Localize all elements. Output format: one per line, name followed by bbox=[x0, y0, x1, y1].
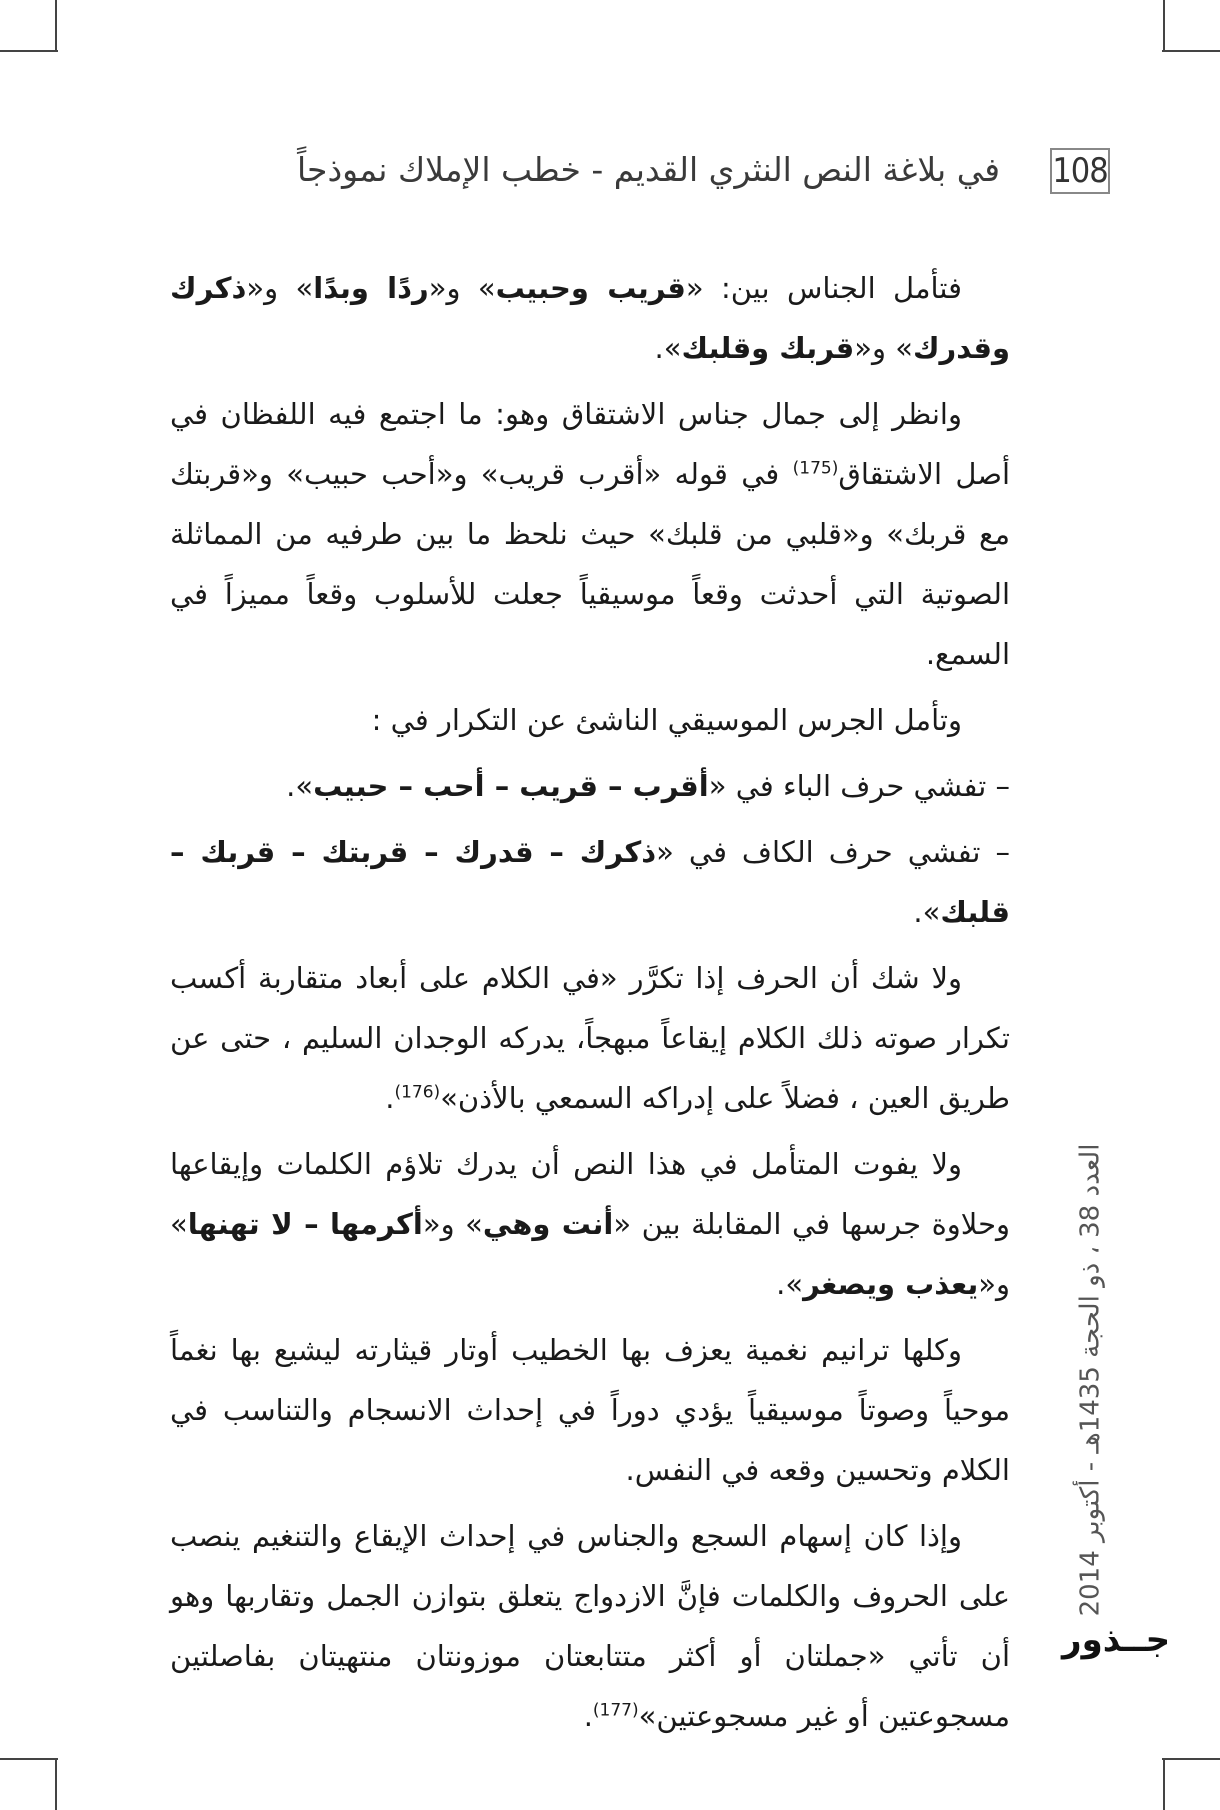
paragraph: فتأمل الجناس بين: «قريب وحبيب» و«ردًا وبدًا» و«ذكرك وقدرك» و«قربك وقلبك». bbox=[170, 271, 1010, 365]
crop-mark bbox=[0, 50, 58, 52]
crop-mark bbox=[0, 1758, 58, 1760]
footnote-ref[interactable]: (177) bbox=[592, 1700, 639, 1721]
crop-mark bbox=[1162, 1758, 1220, 1760]
list-item: – تفشي حرف الكاف في «ذكرك – قدرك – قربتك – قربك – قلبك». bbox=[170, 835, 1010, 929]
crop-mark bbox=[1163, 1758, 1165, 1810]
paragraph: وكلها ترانيم نغمية يعزف بها الخطيب أوتار قيثارته ليشيع بها نغماً موحياً وصوتاً موسيقياً يؤدي دوراً في إحداث الانسجام والتناسب في الكلام وتحسين وقعه في النفس. bbox=[170, 1333, 1010, 1487]
running-title: في بلاغة النص النثري القديم - خطب الإملاك نموذجاً bbox=[297, 150, 1000, 189]
journal-logo: جــذور bbox=[1062, 1620, 1171, 1660]
crop-mark bbox=[55, 1758, 57, 1810]
list-item: – تفشي حرف الباء في «أقرب – قريب – أحب – حبيب». bbox=[286, 769, 1010, 803]
crop-mark bbox=[55, 0, 57, 52]
crop-mark bbox=[1163, 0, 1165, 52]
paragraph: وتأمل الجرس الموسيقي الناشئ عن التكرار في : bbox=[371, 703, 962, 737]
page-number: 108 bbox=[1050, 148, 1110, 194]
crop-mark bbox=[1162, 50, 1220, 52]
footnote-ref[interactable]: (175) bbox=[792, 458, 839, 479]
paragraph: ولا يفوت المتأمل في هذا النص أن يدرك تلاؤم الكلمات وإيقاعها وحلاوة جرسها في المقابلة بين «أنت وهي» و«أكرمها – لا تهنها» و«يعذب ويصغر». bbox=[170, 1147, 1010, 1301]
issue-label bbox=[1068, 1143, 1112, 1617]
article-body bbox=[170, 258, 1010, 1752]
issue-label-text: العدد 38 ، ذو الحجة 1435هـ - أكتوبر 2014 bbox=[1075, 1143, 1105, 1617]
paragraph: وإذا كان إسهام السجع والجناس في إحداث الإيقاع والتنغيم ينصب على الحروف والكلمات فإنَّ الازدواج يتعلق بتوازن الجمل وتقاربها وهو أن تأتي «جملتان أو أكثر متتابعتان موزونتان منتهيتان بفاصلتين مسجوعتين أو غير مسجوعتين»$^{(177)}$. bbox=[170, 1519, 1010, 1733]
paragraph: ولا شك أن الحرف إذا تكرَّر «في الكلام على أبعاد متقاربة أكسب تكرار صوته ذلك الكلام إيقاعاً مبهجاً، يدركه الوجدان السليم ، حتى عن طريق العين ، فضلاً على إدراكه السمعي بالأذن»$^{(176)}$. bbox=[170, 961, 1010, 1115]
paragraph: وانظر إلى جمال جناس الاشتقاق وهو: ما اجتمع فيه اللفظان في أصل الاشتقاق$^{(175)}$ في قوله «أقرب قريب» و«أحب حبيب» و«قربتك مع قربك» و«قلبي من قلبك» حيث نلحظ ما بين طرفيه من المماثلة الصوتية التي أحدثت وقعاً موسيقياً جعلت للأسلوب وقعاً مميزاً في السمع. bbox=[170, 397, 1010, 671]
footnote-ref[interactable]: (176) bbox=[394, 1082, 441, 1103]
page-header bbox=[150, 140, 1110, 202]
